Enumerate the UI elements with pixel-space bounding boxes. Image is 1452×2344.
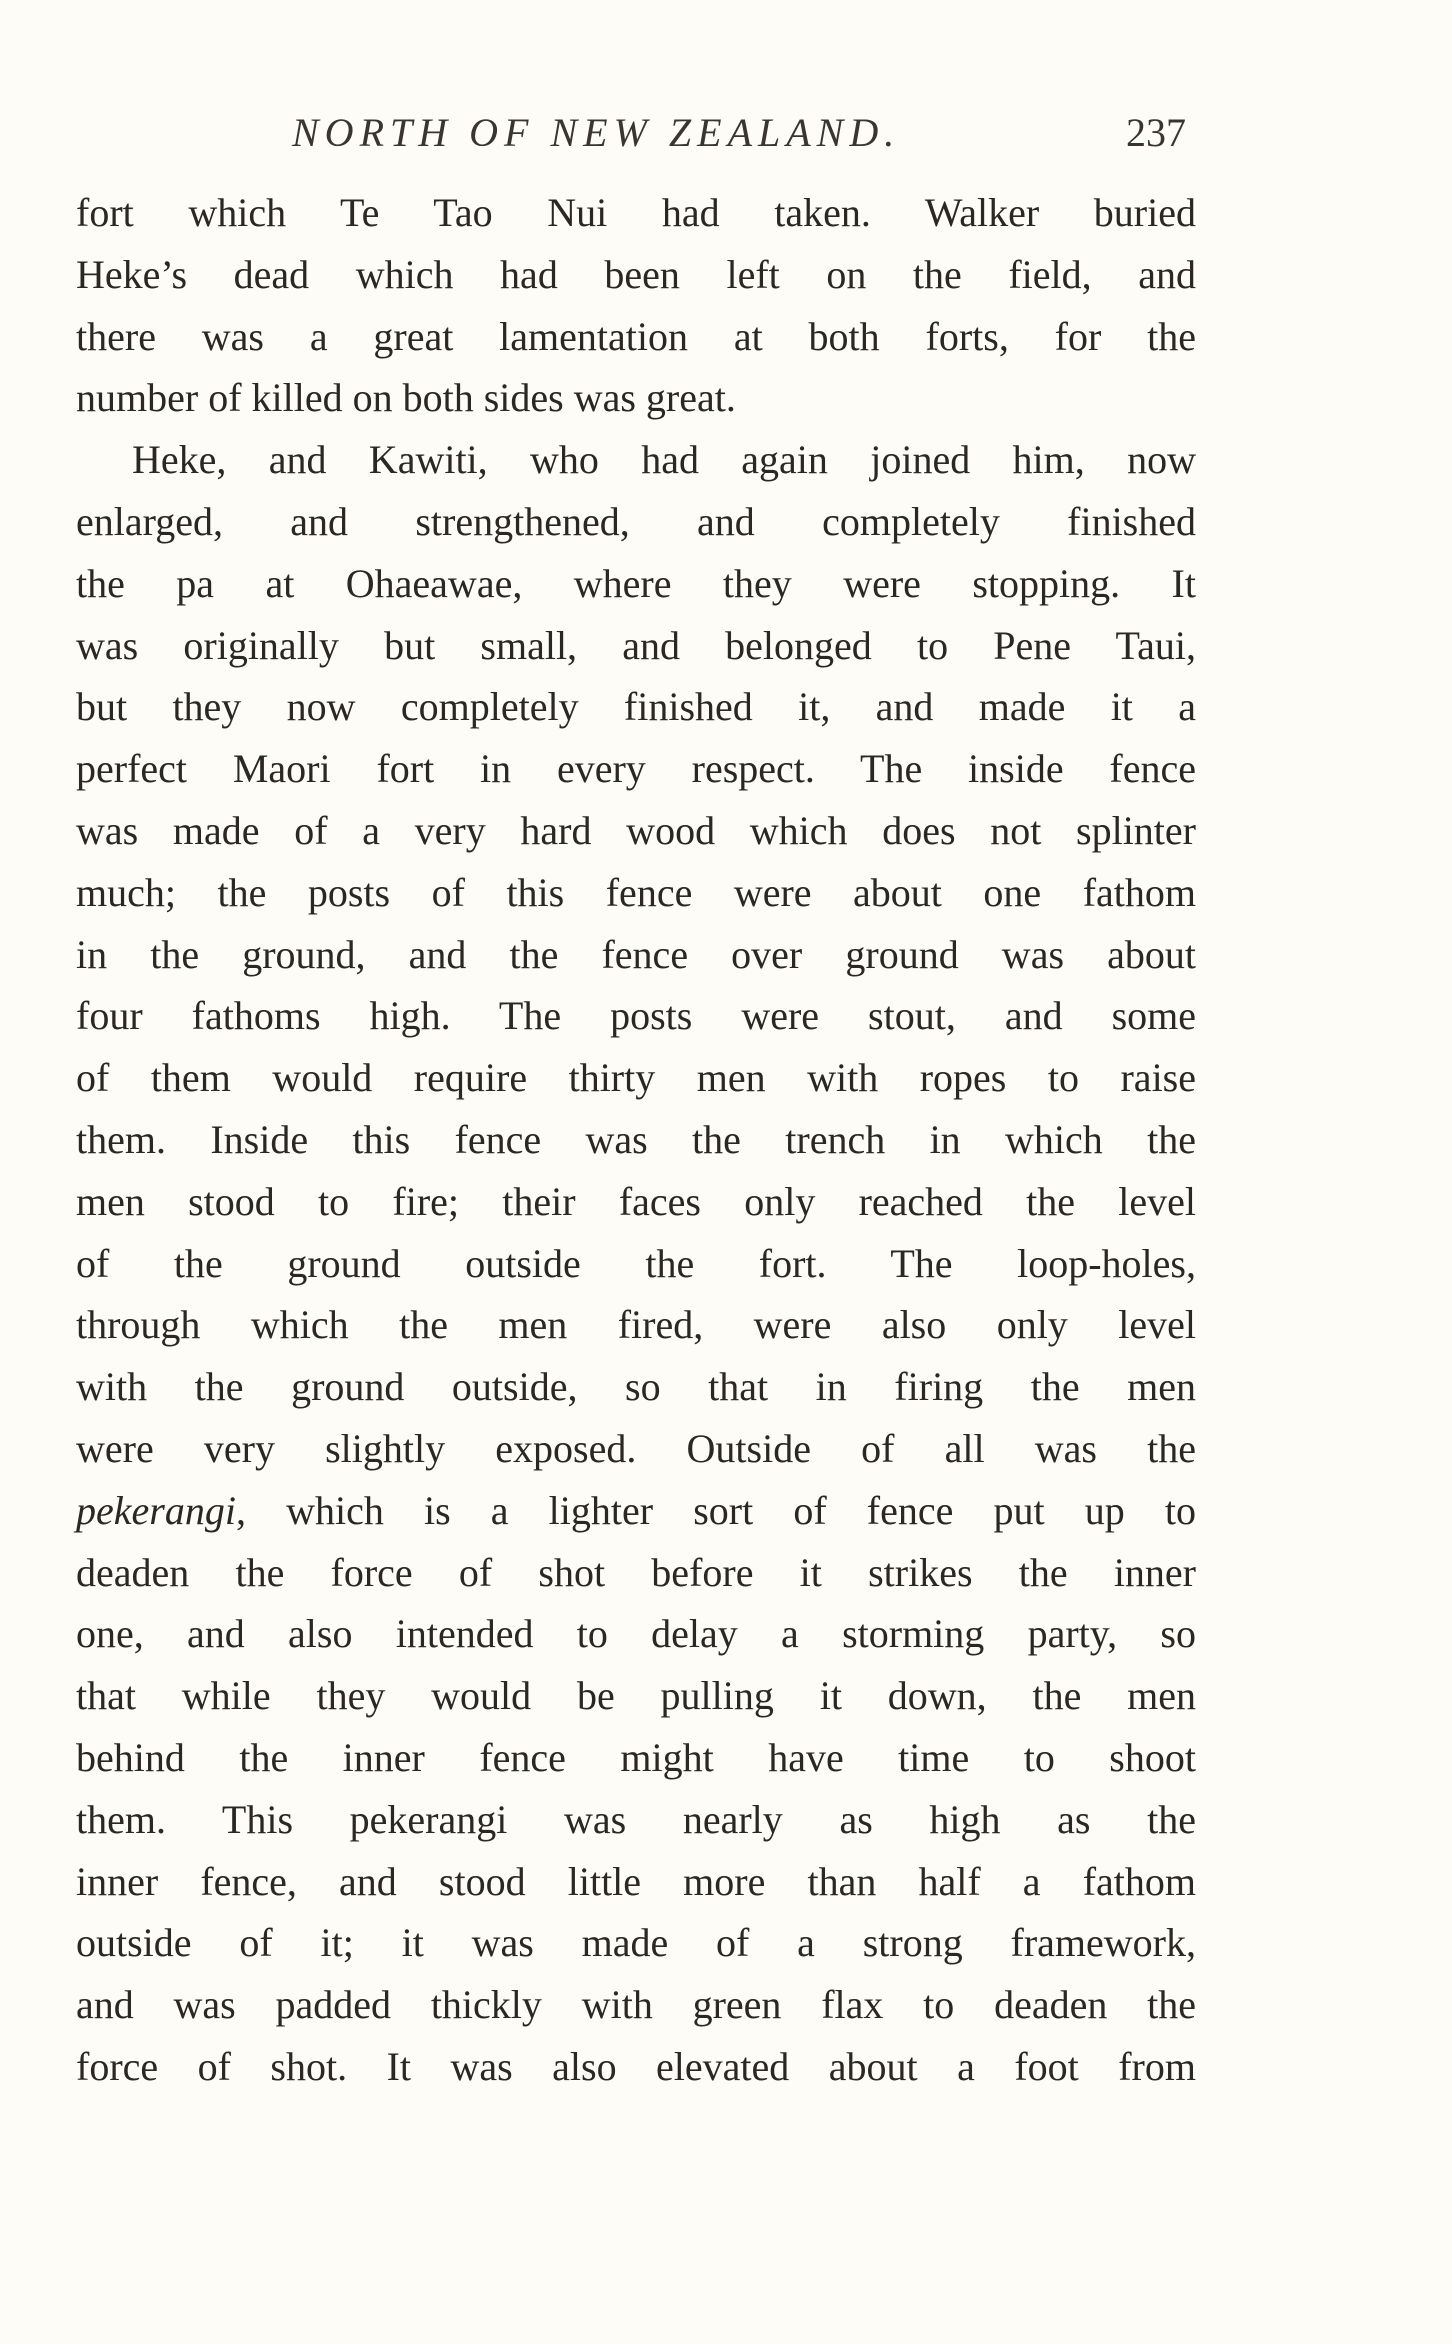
text-line: were very slightly exposed. Outside of all was the xyxy=(76,1425,1196,1471)
running-head xyxy=(0,108,1452,158)
text-line: Heke’s dead which had been left on the field, and xyxy=(76,251,1196,297)
text-line: much; the posts of this fence were about one fathom xyxy=(76,869,1196,915)
text-line: was originally but small, and belonged to Pene Taui, xyxy=(76,622,1196,668)
maori-term-pekerangi: pekerangi xyxy=(76,1487,236,1533)
text-line: there was a great lamentation at both forts, for the xyxy=(76,313,1196,359)
text-line: and was padded thickly with green flax to deaden the xyxy=(76,1982,1196,2028)
text-line: outside of it; it was made of a strong framework, xyxy=(76,1920,1196,1966)
text-line: force of shot. It was also elevated about a foot from xyxy=(76,2043,1196,2089)
text-line: perfect Maori fort in every respect. The inside fence xyxy=(76,746,1196,792)
text-line: but they now completely finished it, and made it a xyxy=(76,684,1196,730)
text-line: that while they would be pulling it down, the men xyxy=(76,1673,1196,1719)
page-number: 237 xyxy=(1126,110,1186,155)
text-line: in the ground, and the fence over ground was about xyxy=(76,931,1196,977)
text-line: was made of a very hard wood which does not splinter xyxy=(76,807,1196,853)
text-line: with the ground outside, so that in firing the men xyxy=(76,1364,1196,1410)
body-text xyxy=(76,182,1196,2098)
text-line: them. This pekerangi was nearly as high as the xyxy=(76,1796,1196,1842)
text-line: deaden the force of shot before it strikes the inner xyxy=(76,1549,1196,1595)
text-line: inner fence, and stood little more than half a fathom xyxy=(76,1858,1196,1904)
text-line: the pa at Ohaeawae, where they were stopping. It xyxy=(76,560,1196,606)
text-line xyxy=(76,1480,1196,1542)
running-title: NORTH OF NEW ZEALAND. xyxy=(292,110,901,155)
text-line: them. Inside this fence was the trench in which the xyxy=(76,1116,1196,1162)
text-line: one, and also intended to delay a storming party, so xyxy=(76,1611,1196,1657)
text-line: of them would require thirty men with ropes to raise xyxy=(76,1055,1196,1101)
text-line: enlarged, and strengthened, and completely finished xyxy=(76,498,1196,544)
text-line: Heke, and Kawiti, who had again joined him, now xyxy=(132,437,1196,483)
text-line: through which the men fired, were also only level xyxy=(76,1302,1196,1348)
text-line: behind the inner fence might have time to shoot xyxy=(76,1734,1196,1780)
text-line: men stood to fire; their faces only reached the level xyxy=(76,1178,1196,1224)
text-line-rest: , which is a lighter sort of fence put up to xyxy=(235,1487,1196,1533)
text-line: number of killed on both sides was great. xyxy=(76,375,736,421)
text-line: of the ground outside the fort. The loop-holes, xyxy=(76,1240,1196,1286)
text-line: fort which Te Tao Nui had taken. Walker buried xyxy=(76,190,1196,235)
text-line: four fathoms high. The posts were stout, and some xyxy=(76,993,1196,1039)
